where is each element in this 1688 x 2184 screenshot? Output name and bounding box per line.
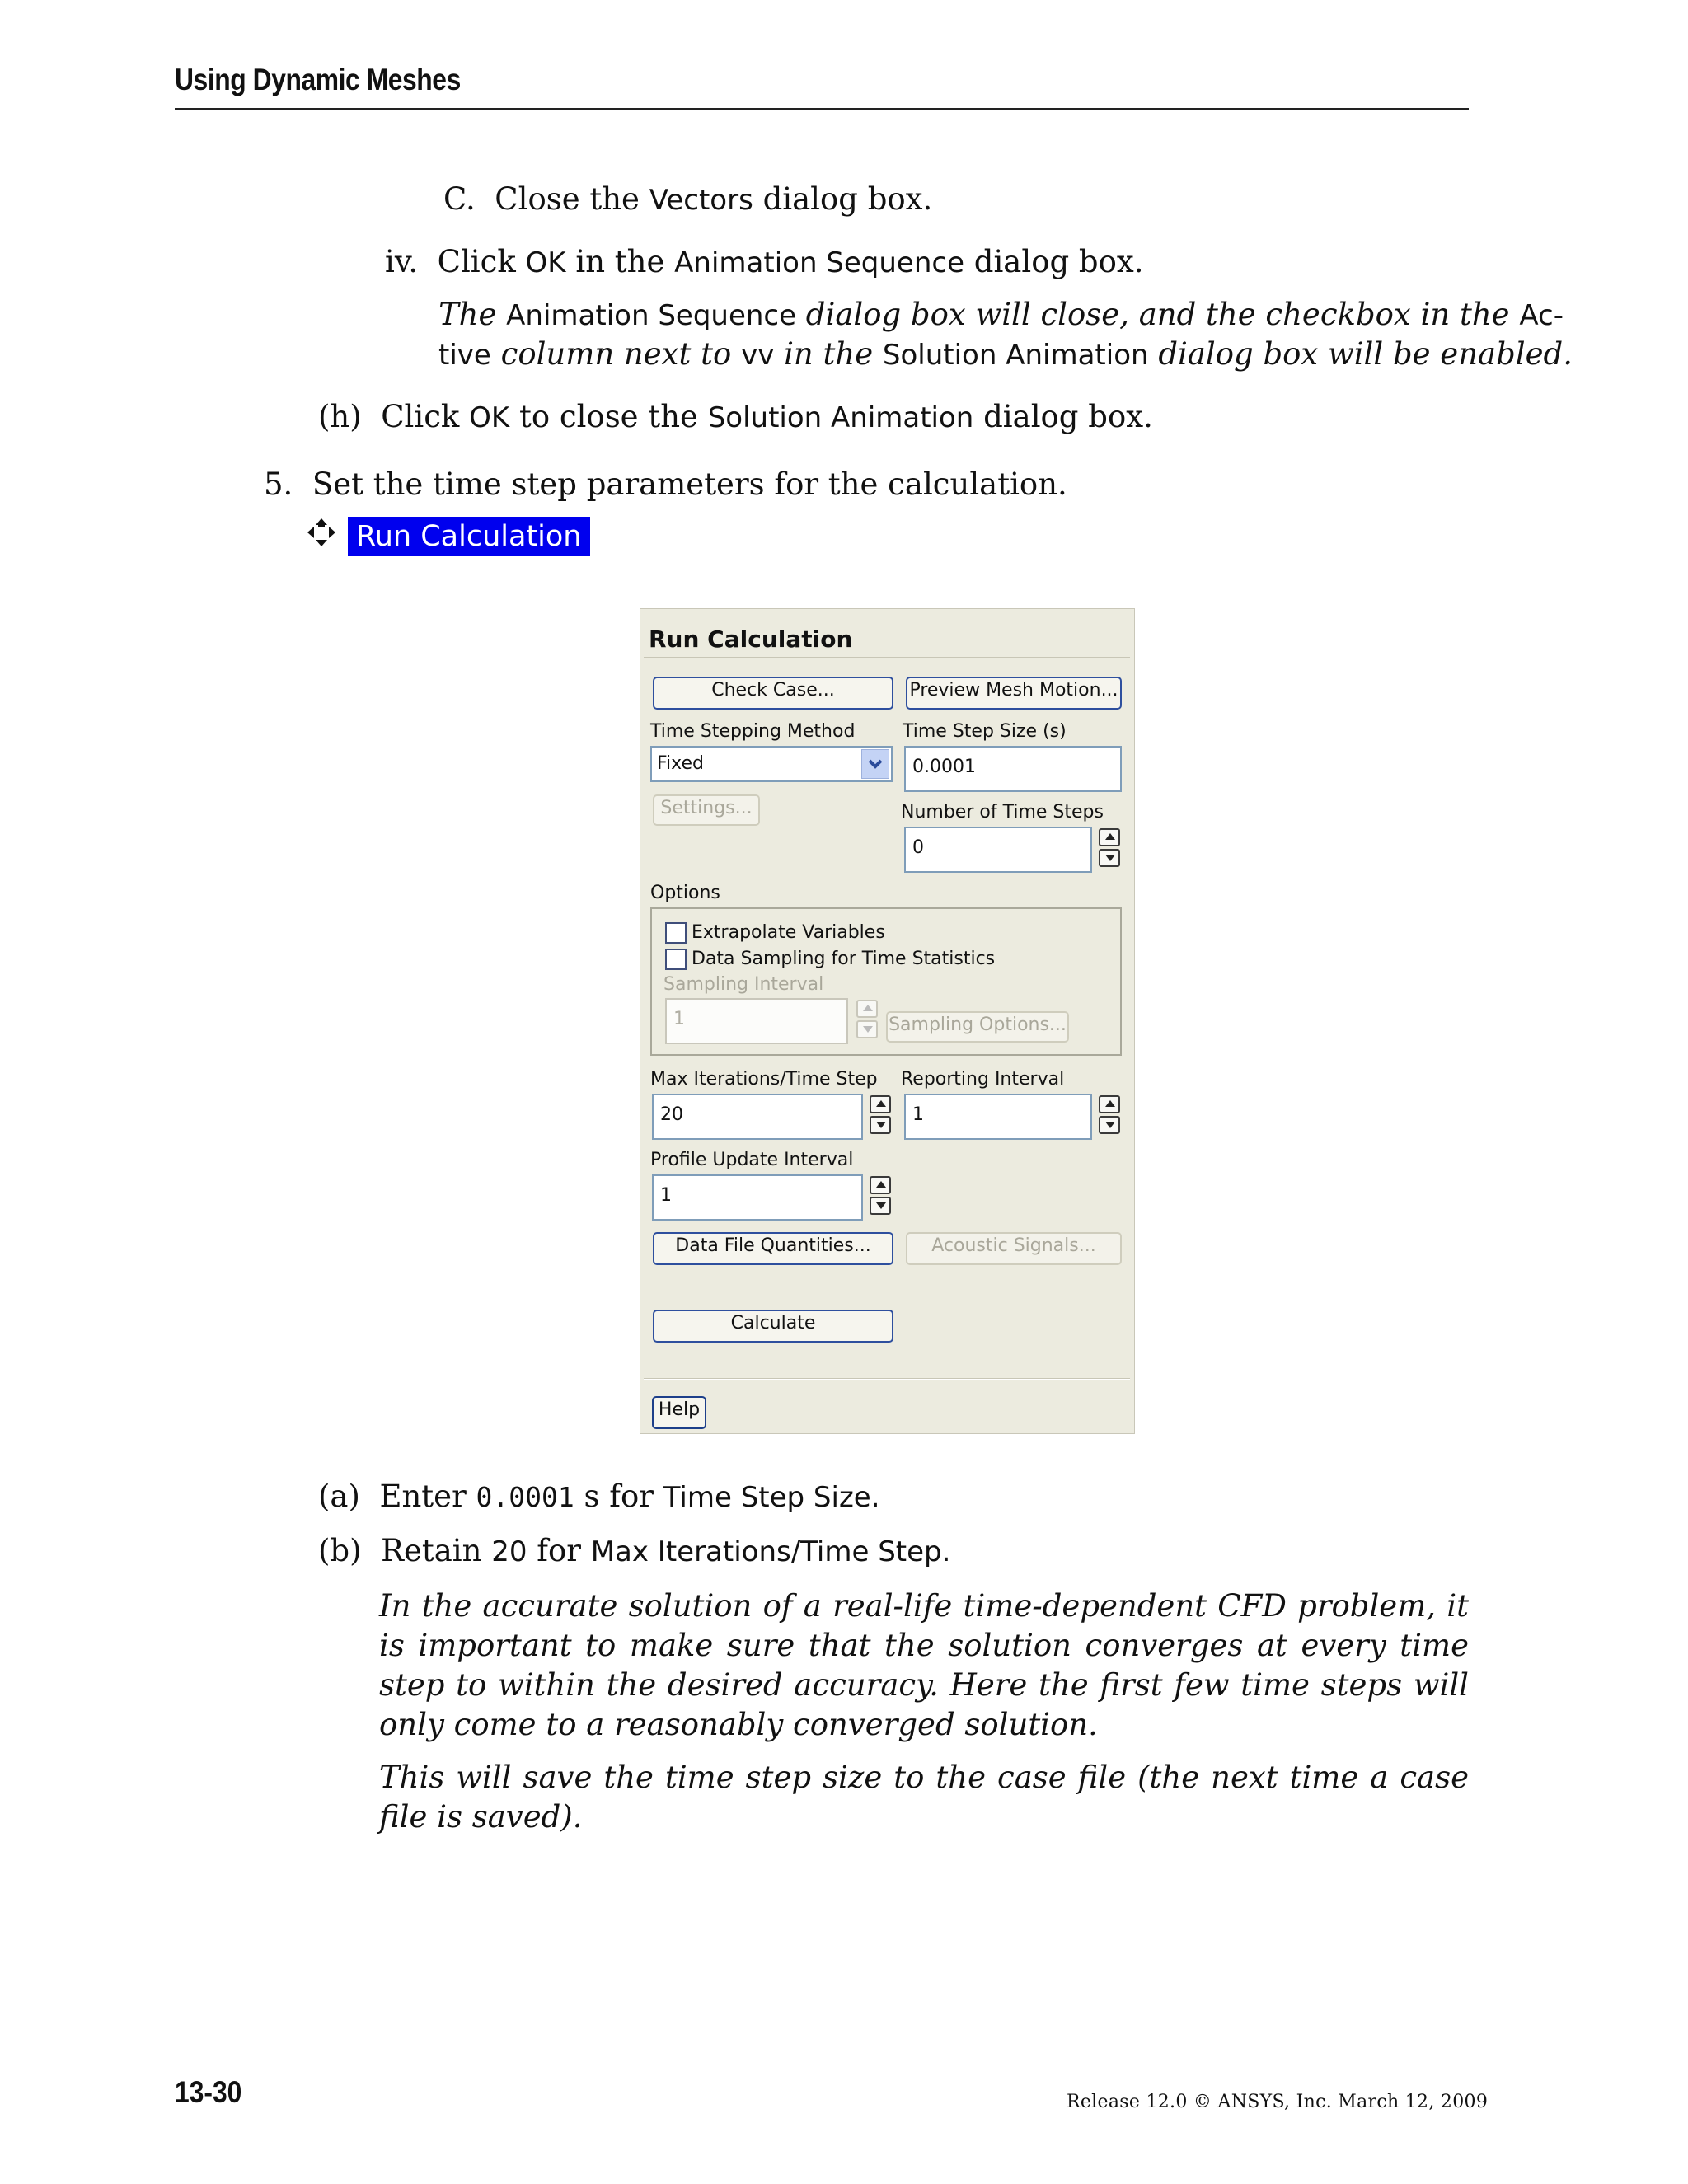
step-a: (a) Enter 0.0001 s for Time Step Size. (318, 1479, 880, 1514)
profile-update-interval-input[interactable]: 1 (652, 1174, 863, 1221)
chevron-down-icon[interactable] (861, 749, 889, 779)
dialog-bottom-separator (644, 1378, 1130, 1380)
number-of-time-steps-input[interactable]: 0 (904, 827, 1092, 873)
running-header: Using Dynamic Meshes (175, 63, 461, 96)
time-step-size-label: Time Step Size (s) (903, 721, 1067, 742)
step-c: C. Close the Vectors dialog box. (443, 181, 933, 217)
sampling-interval-input[interactable]: 1 (665, 998, 848, 1044)
data-sampling-label: Data Sampling for Time Statistics (692, 949, 996, 969)
run-calculation-dialog (640, 608, 1135, 1434)
accuracy-note: In the accurate solution of a real-life time-dependent CFD problem, it is important to make sure that the solution converges at every time step to within the desired accuracy. Here the first few time steps will only come to a reasonably converged solution. (379, 1588, 1469, 1742)
sampling-options-button[interactable]: Sampling Options... (886, 1011, 1069, 1043)
extrapolate-variables-label: Extrapolate Variables (692, 922, 885, 943)
sampling-interval-label: Sampling Interval (663, 974, 824, 995)
navigation-arrows-icon (307, 518, 336, 547)
save-note: This will save the time step size to the case file (the next time a case file is saved). (379, 1760, 1469, 1835)
options-label: Options (650, 883, 720, 903)
reporting-interval-label: Reporting Interval (901, 1069, 1065, 1090)
help-button[interactable]: Help (652, 1396, 706, 1429)
step-iv-note-line2: tive column next to vv in the Solution Animation dialog box will be enabled. (438, 336, 1573, 372)
check-case-button[interactable]: Check Case... (653, 677, 893, 710)
step-h: (h) Click OK to close the Solution Animation dialog box. (318, 399, 1153, 434)
extrapolate-variables-checkbox[interactable] (665, 922, 687, 944)
step-iv-note-line1: The Animation Sequence dialog box will close, and the checkbox in the Ac- (438, 297, 1564, 332)
data-file-quantities-button[interactable]: Data File Quantities... (653, 1232, 893, 1265)
step-h-marker: (h) (318, 399, 362, 434)
max-iterations-input[interactable]: 20 (652, 1094, 863, 1140)
step-iv: iv. Click OK in the Animation Sequence dialog box. (385, 244, 1144, 279)
max-iterations-spinner[interactable] (870, 1095, 891, 1135)
header-rule (175, 108, 1469, 110)
acoustic-signals-button[interactable]: Acoustic Signals... (906, 1232, 1122, 1265)
time-step-size-input[interactable]: 0.0001 (904, 746, 1122, 792)
step-5-marker: 5. (264, 466, 293, 502)
step-a-marker: (a) (318, 1479, 360, 1514)
time-stepping-method-select[interactable] (650, 746, 893, 782)
number-of-time-steps-label: Number of Time Steps (901, 802, 1104, 823)
step-b: (b) Retain 20 for Max Iterations/Time Step. (318, 1533, 951, 1568)
profile-update-interval-label: Profile Update Interval (650, 1150, 854, 1170)
number-of-time-steps-spinner[interactable] (1099, 828, 1120, 868)
reporting-interval-input[interactable]: 1 (904, 1094, 1092, 1140)
step-5: 5. Set the time step parameters for the calculation. (264, 466, 1067, 502)
step-c-marker: C. (443, 181, 476, 217)
reporting-interval-spinner[interactable] (1099, 1095, 1120, 1135)
settings-button[interactable]: Settings... (653, 794, 760, 826)
sampling-interval-spinner[interactable] (856, 1000, 878, 1039)
release-footer: Release 12.0 © ANSYS, Inc. March 12, 2009 (1067, 2092, 1489, 2112)
page-number: 13-30 (175, 2075, 242, 2109)
dialog-title: Run Calculation (649, 626, 853, 653)
calculate-button[interactable]: Calculate (653, 1310, 893, 1343)
run-calculation-link[interactable]: Run Calculation (348, 517, 590, 556)
preview-mesh-motion-button[interactable]: Preview Mesh Motion... (906, 677, 1122, 710)
step-b-marker: (b) (318, 1533, 362, 1568)
step-iv-marker: iv. (385, 244, 419, 279)
max-iterations-label: Max Iterations/Time Step (650, 1069, 878, 1090)
time-stepping-method-label: Time Stepping Method (650, 721, 856, 742)
profile-update-interval-spinner[interactable] (870, 1176, 891, 1216)
time-stepping-method-value: Fixed (657, 753, 705, 774)
dialog-title-separator (644, 657, 1130, 658)
data-sampling-checkbox[interactable] (665, 949, 687, 970)
